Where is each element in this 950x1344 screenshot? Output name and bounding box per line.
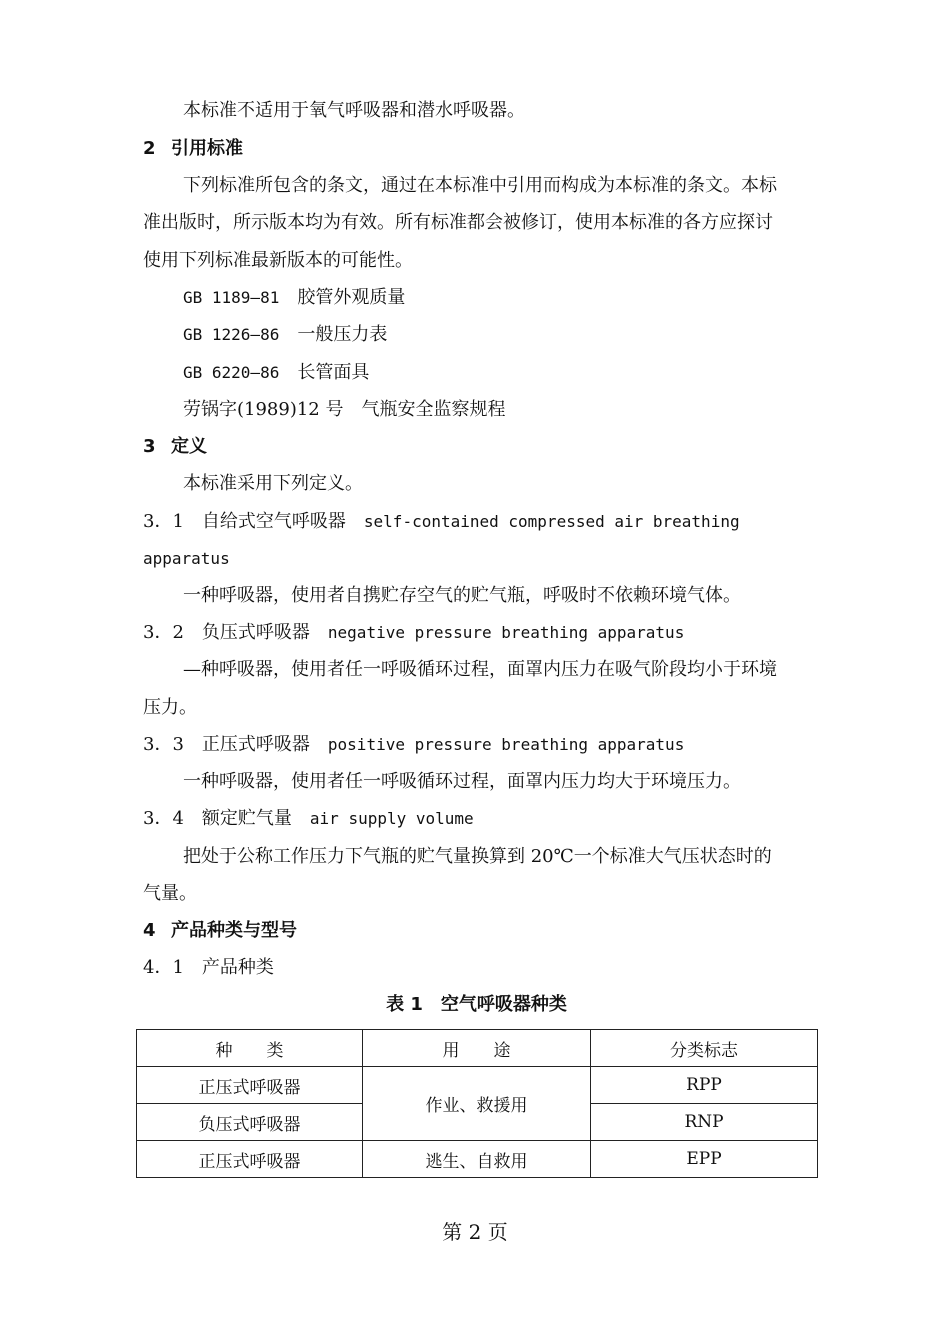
table-row (137, 1067, 818, 1104)
reference-item (183, 399, 505, 421)
clause-number: 3．4 (143, 808, 184, 829)
definition-text: 一种呼吸器，使用者任一呼吸循环过程，面罩内压力均大于环境压力。 (183, 771, 741, 792)
use-cell: 逃生、自救用 (363, 1141, 591, 1178)
definition-term (143, 511, 740, 533)
reference-code: 劳锅字(1989)12 号 (183, 399, 344, 420)
definition-term (143, 734, 684, 756)
clause-number: 3．2 (143, 622, 184, 643)
reference-title: 胶管外观质量 (297, 287, 406, 308)
paragraph-line: 准出版时，所示版本均为有效。所有标准都会被修订，使用本标准的各方应探讨 (143, 212, 773, 233)
definition-term (143, 622, 684, 644)
subsection-title: 产品种类 (201, 957, 274, 978)
term-chinese: 自给式空气呼吸器 (201, 511, 346, 532)
clause-number: 3．3 (143, 734, 184, 755)
table-header-row (137, 1030, 818, 1067)
definition-text: 压力。 (143, 697, 197, 718)
section-number: 4 (143, 920, 156, 941)
column-header: 分类标志 (591, 1030, 818, 1067)
reference-title: 一般压力表 (297, 324, 388, 345)
reference-code: GB 6220—86 (183, 363, 280, 382)
term-english: air supply volume (309, 809, 474, 828)
code-cell: RPP (591, 1067, 818, 1104)
section-number: 3 (143, 436, 156, 457)
section-title: 引用标准 (171, 138, 243, 159)
column-header: 用 途 (363, 1030, 591, 1067)
reference-code: GB 1189—81 (183, 288, 280, 307)
term-chinese: 额定贮气量 (201, 808, 292, 829)
type-cell: 正压式呼吸器 (137, 1141, 363, 1178)
reference-item (183, 324, 387, 346)
term-english: positive pressure breathing apparatus (327, 735, 685, 754)
section-title: 定义 (171, 436, 207, 457)
definition-term (143, 808, 474, 830)
section-heading-3 (143, 436, 207, 458)
section-title: 产品种类与型号 (171, 920, 297, 941)
clause-number: 4．1 (143, 957, 184, 978)
table-row (137, 1141, 818, 1178)
code-cell: RNP (591, 1104, 818, 1141)
breathing-apparatus-table (136, 1029, 818, 1178)
definition-text: —种呼吸器，使用者任一呼吸循环过程，面罩内压力在吸气阶段均小于环境 (183, 659, 777, 680)
code-cell: EPP (591, 1141, 818, 1178)
type-cell: 负压式呼吸器 (137, 1104, 363, 1141)
reference-item (183, 287, 405, 309)
definition-text: 一种呼吸器，使用者自携贮存空气的贮气瓶，呼吸时不依赖环境气体。 (183, 585, 741, 606)
definition-text: 把处于公称工作压力下气瓶的贮气量换算到 20℃一个标准大气压状态时的 (183, 846, 772, 867)
use-cell: 作业、救援用 (363, 1067, 591, 1141)
subsection-heading (143, 957, 274, 979)
clause-number: 3．1 (143, 511, 184, 532)
reference-code: GB 1226—86 (183, 325, 280, 344)
paragraph: 本标准采用下列定义。 (183, 473, 363, 494)
section-number: 2 (143, 138, 156, 159)
term-english-continued: apparatus (143, 549, 230, 568)
reference-item (183, 362, 369, 384)
term-chinese: 正压式呼吸器 (201, 734, 310, 755)
term-english: self-contained compressed air breathing (363, 512, 740, 531)
paragraph-line: 下列标准所包含的条文，通过在本标准中引用而构成为本标准的条文。本标 (183, 175, 777, 196)
column-header: 种 类 (137, 1030, 363, 1067)
page-number: 第 2 页 (442, 1220, 508, 1244)
definition-text: 气量。 (143, 883, 197, 904)
paragraph: 本标准不适用于氧气呼吸器和潜水呼吸器。 (183, 100, 525, 121)
reference-title: 气瓶安全监察规程 (361, 399, 506, 420)
term-english: negative pressure breathing apparatus (327, 623, 685, 642)
section-heading-2 (143, 138, 243, 160)
type-cell: 正压式呼吸器 (137, 1067, 363, 1104)
table-caption: 表 1 空气呼吸器种类 (386, 994, 567, 1015)
section-heading-4 (143, 920, 297, 942)
reference-title: 长管面具 (297, 362, 370, 383)
term-chinese: 负压式呼吸器 (201, 622, 310, 643)
paragraph-line: 使用下列标准最新版本的可能性。 (143, 250, 413, 271)
